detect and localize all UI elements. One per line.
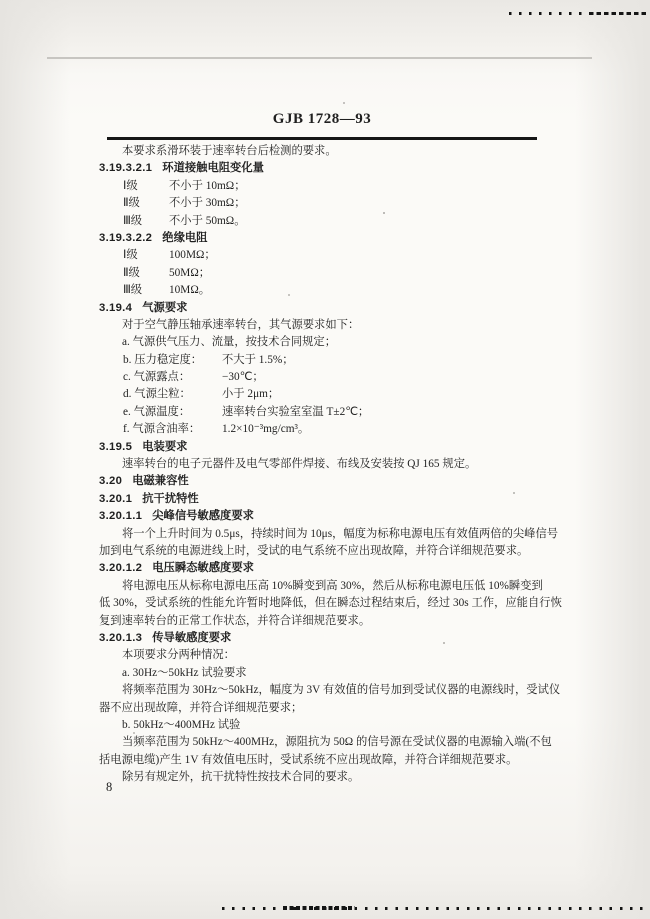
paragraph-line: 复到速率转台的正常工作状态，并符合详细规范要求。 — [99, 614, 371, 627]
grade-item — [99, 178, 539, 195]
paragraph-line: 对于空气静压轴承速率转台，其气源要求如下： — [122, 318, 360, 331]
item-value: −30℃； — [222, 371, 264, 384]
spec-item — [99, 352, 539, 369]
item-label: Ⅱ级 — [123, 266, 140, 279]
paragraph-line: 速率转台的电子元器件及电气零部件焊接、布线及安装按 QJ 165 规定。 — [122, 458, 477, 471]
clause-heading — [99, 560, 539, 577]
clause-title: 传导敏感度要求 — [152, 631, 232, 644]
item-value: 10MΩ。 — [169, 284, 211, 297]
spec-item — [99, 421, 539, 438]
registration-dots-icon — [509, 12, 589, 15]
clause-number: 3.20.1 — [99, 492, 133, 505]
clause-number: 3.20.1.3 — [99, 631, 143, 644]
item-value: 1.2×10⁻³mg/cm³。 — [222, 423, 310, 436]
item-label: e. 气源温度： — [123, 405, 191, 418]
clause-title: 气源要求 — [142, 301, 188, 314]
item-value: 不小于 30mΩ； — [169, 197, 246, 210]
page-edge-line — [47, 57, 592, 59]
registration-dots-icon — [283, 906, 355, 910]
paragraph-line: 器不应出现故障，并符合详细规范要求； — [99, 701, 303, 714]
clause-number: 3.20 — [99, 475, 123, 488]
item-value: 不小于 50mΩ。 — [169, 214, 246, 227]
paragraph-line: 括电源电缆)产生 1V 有效值电压时，受试系统不应出现故障，并符合详细规范要求。 — [99, 753, 518, 766]
spec-item — [99, 386, 539, 403]
registration-dots-icon — [589, 12, 648, 15]
item-value: 小于 2μm； — [222, 388, 280, 401]
clause-number: 3.20.1.2 — [99, 562, 143, 575]
item-label: d. 气源尘粒： — [123, 388, 191, 401]
clause-number: 3.19.3.2.2 — [99, 231, 153, 244]
paragraph-line: 本项要求分两种情况： — [122, 649, 235, 662]
clause-title: 电装要求 — [142, 440, 188, 453]
item-label: Ⅰ级 — [123, 249, 138, 262]
paragraph-line: a. 气源供气压力、流量，按技术合同规定； — [122, 336, 337, 349]
spec-item — [99, 404, 539, 421]
document-body — [99, 143, 562, 786]
item-label: Ⅲ级 — [123, 214, 143, 227]
item-value: 100MΩ； — [169, 249, 216, 262]
clause-heading — [99, 508, 539, 525]
grade-item — [99, 282, 539, 299]
item-value: 不大于 1.5%； — [222, 353, 294, 366]
grade-item — [99, 265, 539, 282]
clause-title: 电磁兼容性 — [132, 475, 189, 488]
clause-heading — [99, 160, 539, 177]
grade-item — [99, 247, 539, 264]
item-label: Ⅱ级 — [123, 197, 140, 210]
paragraph-line: 除另有规定外，抗干扰特性按技术合同的要求。 — [122, 771, 360, 784]
clause-title: 绝缘电阻 — [162, 231, 208, 244]
clause-number: 3.20.1.1 — [99, 510, 143, 523]
paragraph-line: b. 50kHz～400MHz 试验 — [122, 718, 241, 731]
clause-title: 尖峰信号敏感度要求 — [152, 510, 254, 523]
paragraph-line: 将电源电压从标称电源电压高 10%瞬变到高 30%，然后从标称电源电压低 10%瞬变到 — [122, 579, 543, 592]
paragraph-line: 将频率范围为 30Hz～50kHz，幅度为 3V 有效值的信号加到受试仪器的电源线时，受试仪 — [122, 684, 561, 697]
spec-item — [99, 369, 539, 386]
item-label: f. 气源含油率： — [123, 423, 201, 436]
paragraph-line: a. 30Hz～50kHz 试验要求 — [122, 666, 247, 679]
grade-item — [99, 195, 539, 212]
clause-heading — [99, 491, 539, 508]
clause-heading — [99, 439, 539, 456]
standard-number: GJB 1728—93 — [272, 111, 372, 127]
header-rule — [107, 137, 537, 140]
clause-number: 3.19.3.2.1 — [99, 162, 153, 175]
item-label: Ⅲ级 — [123, 284, 143, 297]
clause-title: 环道接触电阻变化量 — [162, 162, 264, 175]
clause-number: 3.19.4 — [99, 301, 133, 314]
paragraph-line: 将一个上升时间为 0.5μs，持续时间为 10μs，幅度为标称电源电压有效值两倍的尖峰信号 — [122, 527, 559, 540]
item-label: b. 压力稳定度： — [123, 353, 203, 366]
clause-heading — [99, 230, 539, 247]
page-number: 8 — [106, 780, 113, 794]
item-value: 50MΩ； — [169, 266, 211, 279]
grade-item — [99, 213, 539, 230]
item-label: Ⅰ级 — [123, 179, 138, 192]
paragraph-line: 本要求系滑环装于速率转台后检测的要求。 — [122, 145, 337, 157]
item-value: 不小于 10mΩ； — [169, 179, 246, 192]
clause-heading — [99, 473, 539, 490]
document-header — [0, 111, 644, 128]
paragraph-line: 当频率范围为 50kHz～400MHz，源阻抗为 50Ω 的信号源在受试仪器的电源输入端(不包 — [122, 736, 552, 749]
item-label: c. 气源露点： — [123, 371, 191, 384]
paragraph-line: 低 30%，受试系统的性能允许暂时地降低，但在瞬态过程结束后，经过 30s 工作，应能自行恢 — [99, 597, 562, 610]
item-value: 速率转台实验室室温 T±2℃； — [222, 405, 370, 418]
paragraph-line: 加到电气系统的电源进线上时，受试的电气系统不应出现故障，并符合详细规范要求。 — [99, 544, 529, 557]
clause-heading — [99, 630, 539, 647]
clause-title: 电压瞬态敏感度要求 — [152, 562, 254, 575]
clause-heading — [99, 300, 539, 317]
clause-number: 3.19.5 — [99, 440, 133, 453]
clause-title: 抗干扰特性 — [142, 492, 199, 505]
